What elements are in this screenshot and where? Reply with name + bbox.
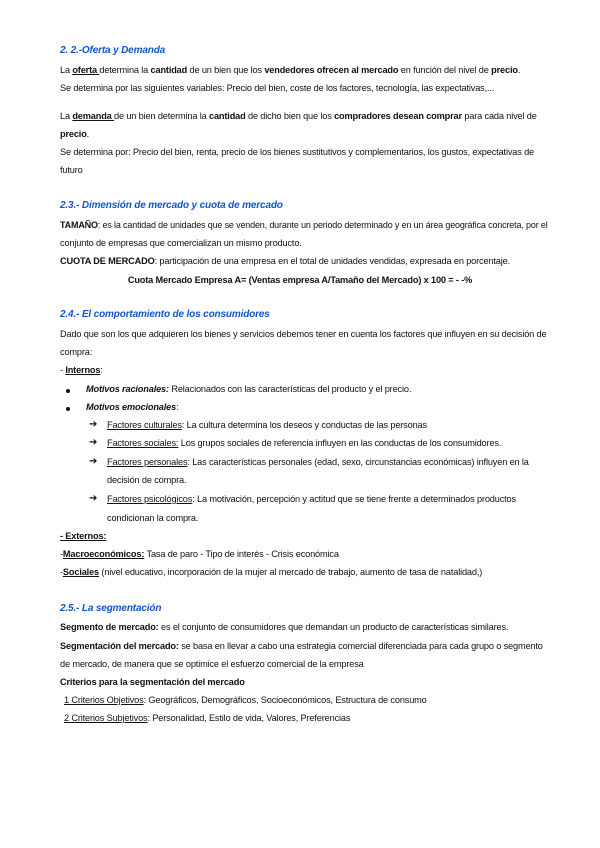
tamano-definition-cont: conjunto de empresas que comercializan un mismo producto.: [60, 238, 302, 248]
arrow-right-icon: ➔: [89, 437, 98, 448]
oferta-variables: Se determina por las siguientes variables: Precio del bien, coste de los factores, tecnología, las expectativas,...: [60, 83, 495, 93]
criterios-heading: Criterios para la segmentación del mercado: [60, 677, 245, 687]
motivos-emocionales: Motivos emocionales:: [86, 402, 179, 412]
heading-comportamiento: 2.4.- El comportamiento de los consumidores: [60, 309, 270, 320]
heading-segmentacion: 2.5.- La segmentación: [60, 603, 162, 614]
macroeconomicos: -Macroeconómicos: Tasa de paro - Tipo de interés - Crisis económica: [60, 549, 339, 559]
factores-culturales: Factores culturales: La cultura determina los deseos y conductas de las personas: [107, 420, 427, 430]
segmentacion-definition: Segmentación del mercado: se basa en llevar a cabo una estrategia comercial diferenciada para cada grupo o segmento: [60, 641, 543, 651]
factores-sociales: Factores sociales: Los grupos sociales de referencia influyen en las conductas de los consumidores.: [107, 438, 502, 448]
sociales: -Sociales (nivel educativo, incorporación de la mujer al mercado de trabajo, aumento de tasa de natalidad,): [60, 567, 483, 577]
arrow-right-icon: ➔: [89, 456, 98, 467]
demanda-variables-cont: futuro: [60, 165, 83, 175]
bullet-icon: [66, 407, 70, 411]
heading-oferta-demanda: 2. 2.-Oferta y Demanda: [60, 45, 166, 56]
cuota-definition: CUOTA DE MERCADO: participación de una empresa en el total de unidades vendidas, expresada en porcentaje.: [60, 256, 510, 266]
demanda-definition: La demanda de un bien determina la cantidad de dicho bien que los compradores desean comprar para cada nivel de: [60, 111, 537, 121]
bullet-icon: [66, 389, 70, 393]
factores-personales: Factores personales: Las características personales (edad, sexo, circunstancias económicas) influyen en la: [107, 457, 529, 467]
arrow-right-icon: ➔: [89, 419, 98, 430]
demanda-variables: Se determina por: Precio del bien, renta, precio de los bienes sustitutivos y complementarios, los gustos, expectativas de: [60, 147, 534, 157]
consumidores-intro: Dado que son los que adquieren los bienes y servicios debemos tener en cuenta los factores que influyen en su decisión de: [60, 329, 547, 339]
oferta-definition: La oferta determina la cantidad de un bien que los vendedores ofrecen al mercado en función del nivel de precio.: [60, 65, 521, 75]
internos-label: - Internos:: [60, 365, 103, 375]
demanda-definition-cont: precio.: [60, 129, 90, 139]
consumidores-intro-cont: compra:: [60, 347, 93, 357]
tamano-definition: TAMAÑO: es la cantidad de unidades que se venden, durante un periodo determinado y en un área geográfica concreta, por el: [60, 220, 548, 230]
motivos-racionales: Motivos racionales: Relacionados con las características del producto y el precio.: [86, 384, 412, 394]
segmento-definition: Segmento de mercado: es el conjunto de consumidores que demandan un producto de características similares.: [60, 622, 509, 632]
arrow-right-icon: ➔: [89, 493, 98, 504]
criterios-subjetivos: 2 Criterios Subjetivos: Personalidad, Estilo de vida, Valores, Preferencias: [64, 713, 351, 723]
factores-psicologicos: Factores psicológicos: La motivación, percepción y actitud que se tiene frente a determinados productos: [107, 494, 516, 504]
segmentacion-definition-cont: de mercado, de manera que se optimice el esfuerzo comercial de la empresa: [60, 659, 364, 669]
cuota-formula: Cuota Mercado Empresa A= (Ventas empresa A/Tamaño del Mercado) x 100 = - -%: [127, 275, 473, 285]
factores-psicologicos-cont: condicionan la compra.: [107, 513, 199, 523]
externos-label: - Externos:: [60, 531, 107, 541]
criterios-objetivos: 1 Criterios Objetivos: Geográficos, Demográficos, Socioeconómicos, Estructura de consumo: [64, 695, 427, 705]
factores-personales-cont: decisión de compra.: [107, 475, 187, 485]
heading-dimension-mercado: 2.3.- Dimensión de mercado y cuota de mercado: [60, 200, 283, 211]
